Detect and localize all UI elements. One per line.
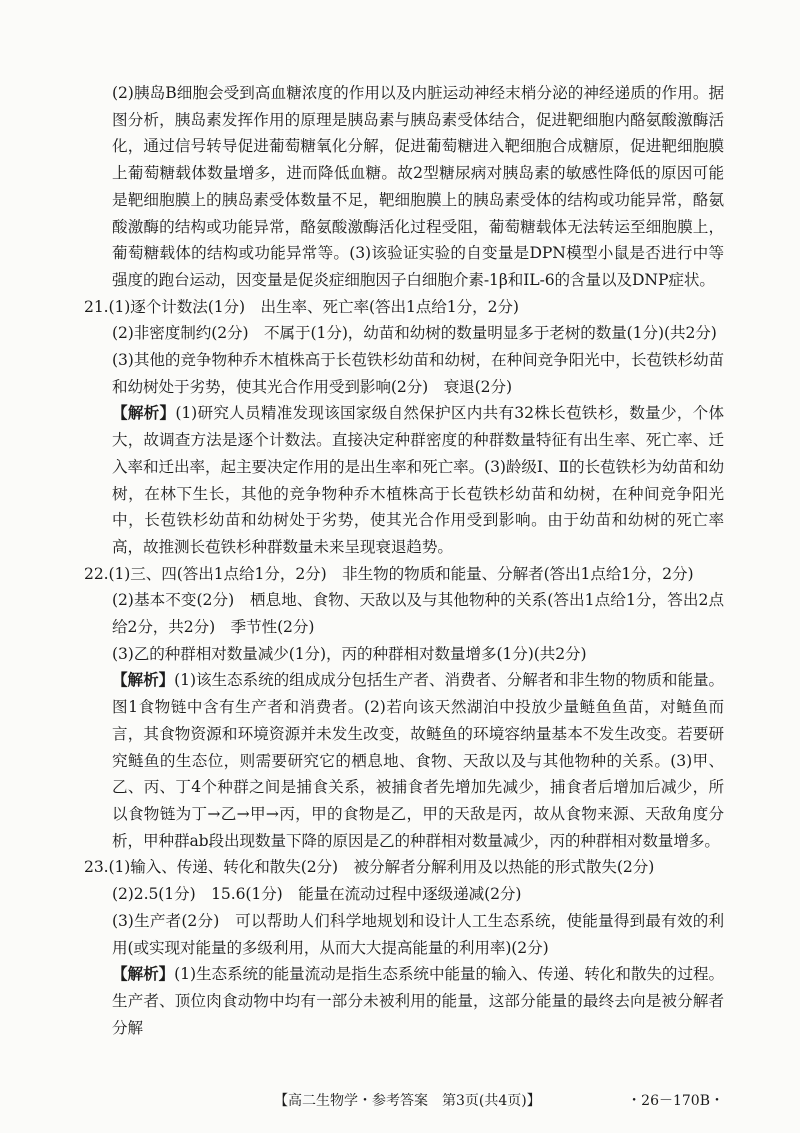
q22-part1: 22.(1)三、四(答出1点给1分，2分) 非生物的物质和能量、分解者(答出1点给1分，2分) bbox=[84, 564, 694, 583]
explanation-label: 【解析】 bbox=[112, 964, 175, 984]
q23-part2: (2)2.5(1分) 15.6(1分) 能量在流动过程中逐级递减(2分) bbox=[112, 885, 522, 904]
explanation-label: 【解析】 bbox=[112, 403, 176, 423]
footer-page-info: 【高二生物学・参考答案 第3页(共4页)】 bbox=[274, 1093, 541, 1109]
q21-explanation bbox=[84, 400, 724, 560]
q21-part1: 21.(1)逐个计数法(1分) 出生率、死亡率(答出1点给1分，2分) bbox=[84, 297, 519, 316]
explanation-label: 【解析】 bbox=[112, 670, 175, 690]
q23-part1: 23.(1)输入、传递、转化和散失(2分) 被分解者分解利用及以热能的形式散失(2分) bbox=[84, 858, 655, 877]
q20-answer-paragraph: (2)胰岛B细胞会受到高血糖浓度的作用以及内脏运动神经末梢分泌的神经递质的作用。据图分析，胰岛素发挥作用的原理是胰岛素与胰岛素受体结合，促进靶细胞内酪氨酸激酶活化，通过信号转导促进葡萄糖氧化分解，促进葡萄糖进入靶细胞合成糖原，促进靶细胞膜上葡萄糖载体数量增多，进而降低血糖。故2型糖尿病对胰岛素的敏感性降低的原因可能是靶细胞膜上的胰岛素受体数量不足，靶细胞膜上的胰岛素受体的结构或功能异常，酪氨酸激酶的结构或功能异常，酪氨酸激酶活化过程受阻，葡萄糖载体无法转运至细胞膜上，葡萄糖载体的结构或功能异常等。(3)该验证实验的自变量是DPN模型小鼠是否进行中等强度的跑台运动，因变量是促炎症细胞因子白细胞介素-1β和IL-6的含量以及DNP症状。 bbox=[112, 84, 724, 289]
q21-explanation-text: (1)研究人员精准发现该国家级自然保护区内共有32株长苞铁杉，数量少，个体大，故调查方法是逐个计数法。直接决定种群密度的种群数量特征有出生率、死亡率、迁入率和迁出率，起主要决定作用的是出生率和死亡率。(3)龄级Ⅰ、Ⅱ的长苞铁杉为幼苗和幼树，在林下生长，其他的竞争物种乔木植株高于长苞铁杉幼苗和幼树，在种间竞争阳光中，长苞铁杉幼苗和幼树处于劣势，使其光合作用受到影响。由于幼苗和幼树的死亡率高，故推测长苞铁杉种群数量未来呈现衰退趋势。 bbox=[112, 404, 724, 556]
q21-part3: (3)其他的竞争物种乔木植株高于长苞铁杉幼苗和幼树，在种间竞争阳光中，长苞铁杉幼苗和幼树处于劣势，使其光合作用受到影响(2分) 衰退(2分) bbox=[112, 351, 724, 396]
q23-explanation bbox=[84, 961, 724, 1041]
q23-explanation-text: (1)生态系统的能量流动是指生态系统中能量的输入、传递、转化和散失的过程。生产者、顶位肉食动物中均有一部分未被利用的能量，这部分能量的最终去向是被分解者分解 bbox=[112, 965, 725, 1037]
q22-explanation bbox=[84, 667, 724, 854]
q23-part3: (3)生产者(2分) 可以帮助人们科学地规划和设计人工生态系统，使能量得到最有效的利用(或实现对能量的多级利用，从而大大提高能量的利用率)(2分) bbox=[112, 911, 724, 957]
answer-content bbox=[84, 80, 724, 1041]
q22-part2: (2)基本不变(2分) 栖息地、食物、天敌以及与其他物种的关系(答出1点给1分，答出2点给2分，共2分) 季节性(2分) bbox=[112, 591, 724, 637]
q22-explanation-text: (1)该生态系统的组成成分包括生产者、消费者、分解者和非生物的物质和能量。图1食物链中含有生产者和消费者。(2)若向该天然湖泊中投放少量鲢鱼鱼苗，对鲢鱼而言，其食物资源和环境资源并未发生改变，故鲢鱼的环境容纳量基本不发生改变。若要研究鲢鱼的生态位，则需要研究它的栖息地、食物、天敌以及与其他物种的关系。(3)甲、乙、丙、丁4个种群之间是捕食关系，被捕食者先增加先减少，捕食者后增加后减少，所以食物链为丁→乙→甲→丙，甲的食物是乙，甲的天敌是丙，故从食物来源、天敌角度分析，甲种群ab段出现数量下降的原因是乙的种群相对数量减少，丙的种群相对数量增多。 bbox=[112, 671, 725, 850]
footer-code: ・26－170B・ bbox=[627, 1093, 724, 1109]
q21-part2: (2)非密度制约(2分) 不属于(1分)，幼苗和幼树的数量明显多于老树的数量(1分)(共2分) bbox=[112, 324, 717, 343]
page-footer bbox=[84, 1090, 724, 1114]
q22-part3: (3)乙的种群相对数量减少(1分)，丙的种群相对数量增多(1分)(共2分) bbox=[112, 644, 587, 663]
